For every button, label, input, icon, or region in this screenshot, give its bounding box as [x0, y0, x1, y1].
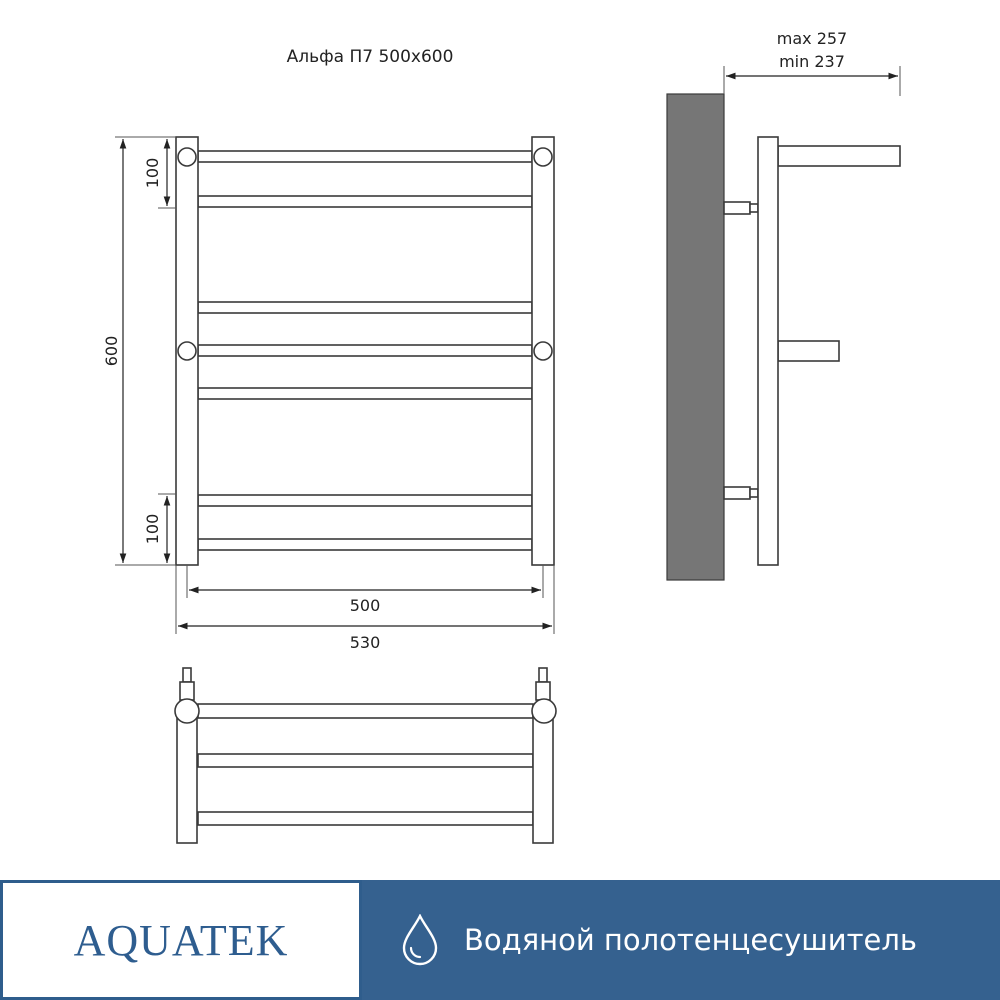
top-right-rail	[533, 711, 553, 843]
wall-mount-bottom	[724, 487, 750, 499]
drawing-title: Альфа П7 500x600	[286, 47, 454, 67]
product-type-label: Водяной полотенцесушитель	[464, 923, 918, 957]
wall-mount-bottom-cap	[750, 489, 758, 497]
front-bar-4	[198, 345, 532, 356]
top-view	[175, 668, 556, 843]
water-drop-icon	[400, 914, 440, 966]
mount-point	[178, 342, 196, 360]
dim-100-top-label: 100	[143, 157, 162, 189]
mount-point	[534, 148, 552, 166]
front-bar-7	[198, 539, 532, 550]
top-bar-1	[198, 704, 533, 718]
connector-cap-right	[539, 668, 547, 682]
mount-point	[534, 342, 552, 360]
side-post	[758, 137, 778, 565]
connector-cap-left	[183, 668, 191, 682]
front-bar-1	[198, 151, 532, 162]
mount-point	[178, 148, 196, 166]
dim-depth	[724, 29, 900, 96]
front-bar-5	[198, 388, 532, 399]
connector-left	[180, 682, 194, 700]
wall-mount-top	[724, 202, 750, 214]
top-bar-2	[198, 754, 533, 767]
wall-mount-top-cap	[750, 204, 758, 212]
top-left-rail	[177, 711, 197, 843]
brand-name: AQUATEK	[73, 915, 289, 965]
connector-right	[536, 682, 550, 700]
dim-500-label: 500	[349, 596, 381, 615]
side-view	[667, 94, 900, 580]
dim-100-bottom-label: 100	[143, 513, 162, 545]
shelf-arm-top	[778, 146, 900, 166]
dim-spacing-top	[143, 139, 176, 208]
dim-600-label: 600	[102, 335, 121, 367]
front-bar-2	[198, 196, 532, 207]
wall	[667, 94, 724, 580]
dim-530-label: 530	[349, 633, 381, 652]
dim-spacing-bottom	[143, 494, 176, 563]
front-bar-3	[198, 302, 532, 313]
product-type-banner	[362, 880, 1000, 1000]
mount-point	[532, 699, 556, 723]
front-bar-6	[198, 495, 532, 506]
shelf-arm-middle	[778, 341, 839, 361]
brand-logo	[0, 880, 362, 1000]
mount-point	[175, 699, 199, 723]
dim-depth-min-label: min 237	[779, 52, 845, 71]
dim-width-inner	[187, 565, 543, 615]
footer-banner	[0, 880, 1000, 1000]
front-view	[176, 137, 554, 565]
dim-depth-max-label: max 257	[776, 29, 848, 48]
top-bar-3	[198, 812, 533, 825]
dim-height-total	[102, 137, 176, 565]
